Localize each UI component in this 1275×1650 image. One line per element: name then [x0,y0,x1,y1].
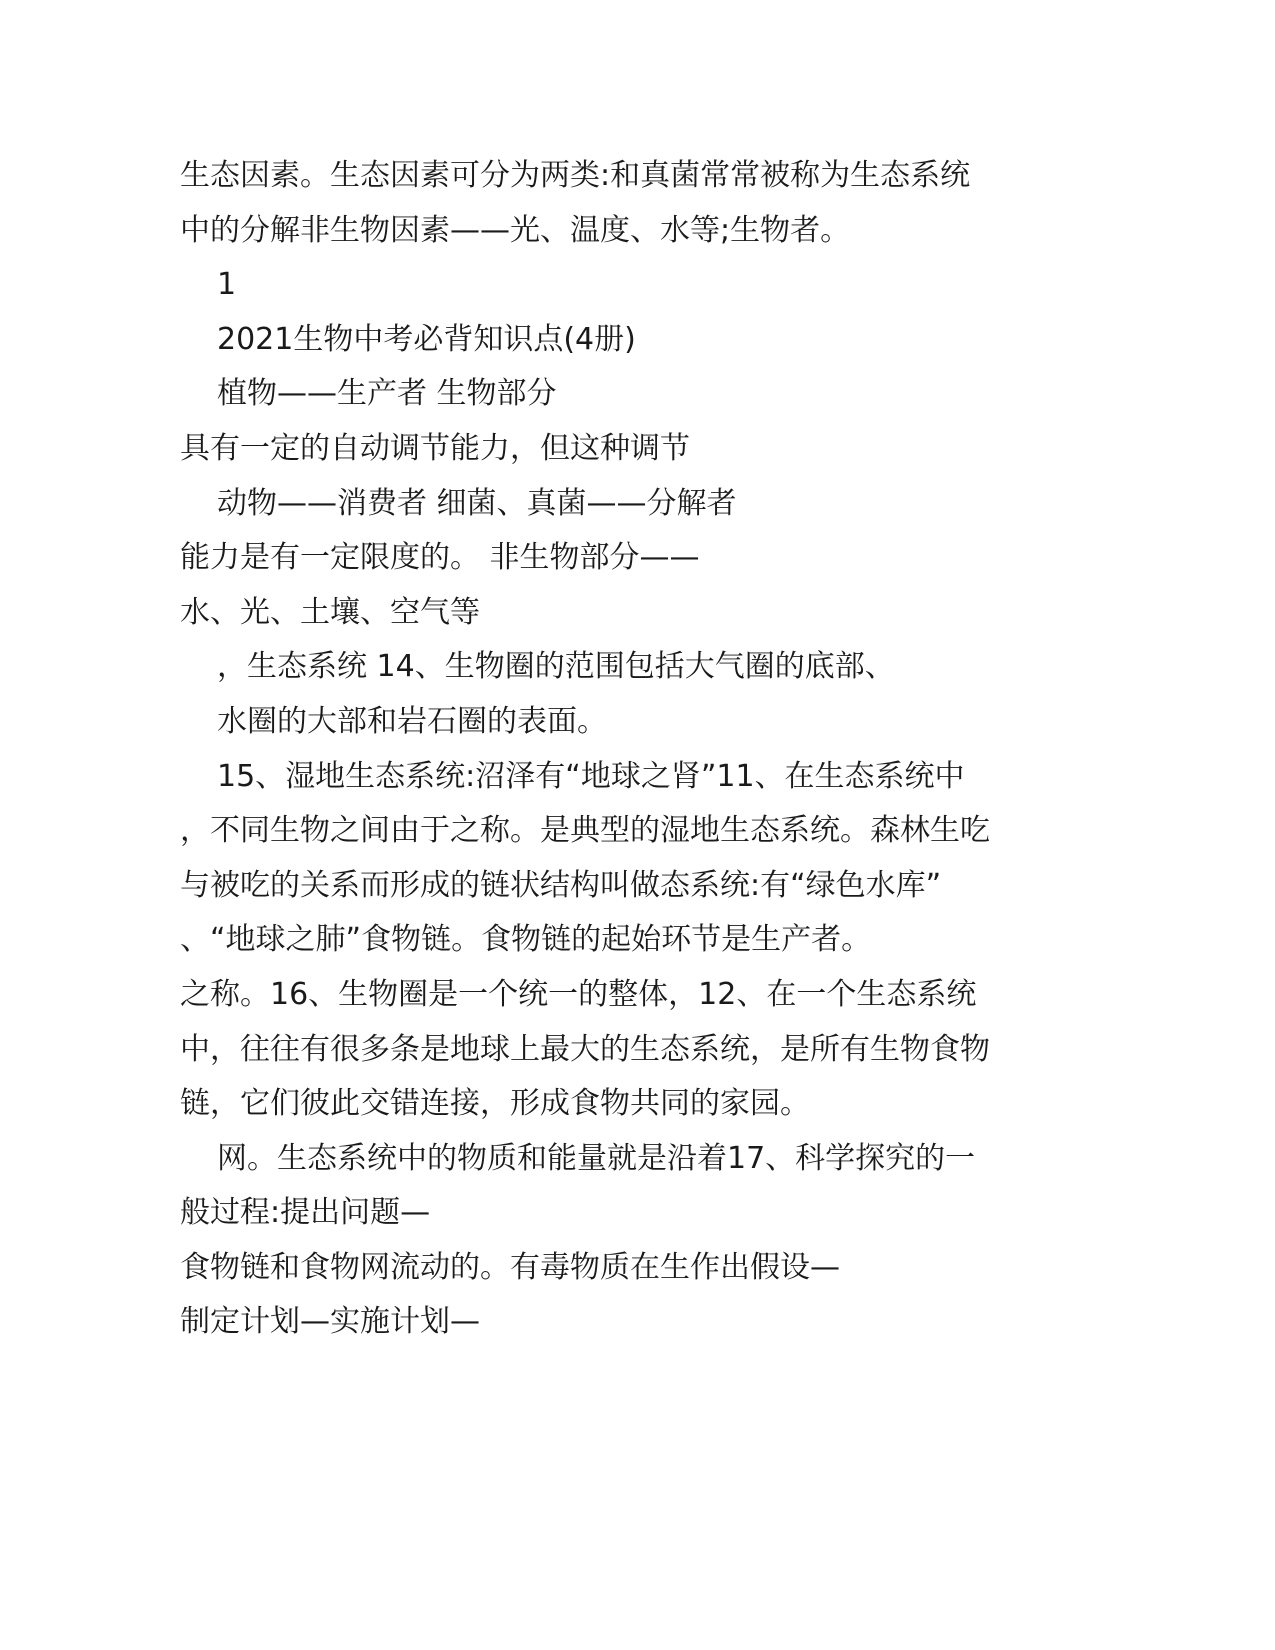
text-line: 中的分解非生物因素——光、温度、水等;生物者。 [180,212,851,248]
text-line: 能力是有一定限度的。 非生物部分—— [180,540,700,576]
text-line: 般过程:提出问题— [180,1195,431,1231]
text-line: 植物——生产者 生物部分 [217,376,557,412]
text-line: 食物链和食物网流动的。有毒物质在生作出假设— [180,1249,840,1285]
text-line: 水、光、土壤、空气等 [180,594,480,630]
document-body [180,149,1060,1350]
text-line: ，生态系统 14、生物圈的范围包括大气圈的底部、 [217,649,895,685]
text-line: 之称。16、生物圈是一个统一的整体，12、在一个生态系统 [180,976,977,1012]
text-line: 15、湿地生态系统:沼泽有“地球之肾”11、在生态系统中 [217,758,965,794]
text-line: 动物——消费者 细菌、真菌——分解者 [217,485,737,521]
text-line: 中，往往有很多条是地球上最大的生态系统，是所有生物食物 [180,1031,990,1067]
text-line: 生态因素。生态因素可分为两类:和真菌常常被称为生态系统 [180,158,971,193]
text-line: ，不同生物之间由于之称。是典型的湿地生态系统。森林生吃 [180,813,990,849]
text-line: 网。生态系统中的物质和能量就是沿着17、科学探究的一 [217,1140,976,1176]
document-title: 2021生物中考必背知识点(4册) [217,321,636,357]
text-line: 制定计划—实施计划— [180,1304,480,1340]
text-line: 、“地球之肺”食物链。食物链的起始环节是生产者。 [180,922,872,958]
text-line: 水圈的大部和岩石圈的表面。 [217,703,607,739]
text-line: 链，它们彼此交错连接，形成食物共同的家园。 [180,1086,810,1122]
page-number: 1 [217,267,237,303]
text-line: 与被吃的关系而形成的链状结构叫做态系统:有“绿色水库” [180,867,942,903]
text-line: 具有一定的自动调节能力，但这种调节 [180,430,690,466]
